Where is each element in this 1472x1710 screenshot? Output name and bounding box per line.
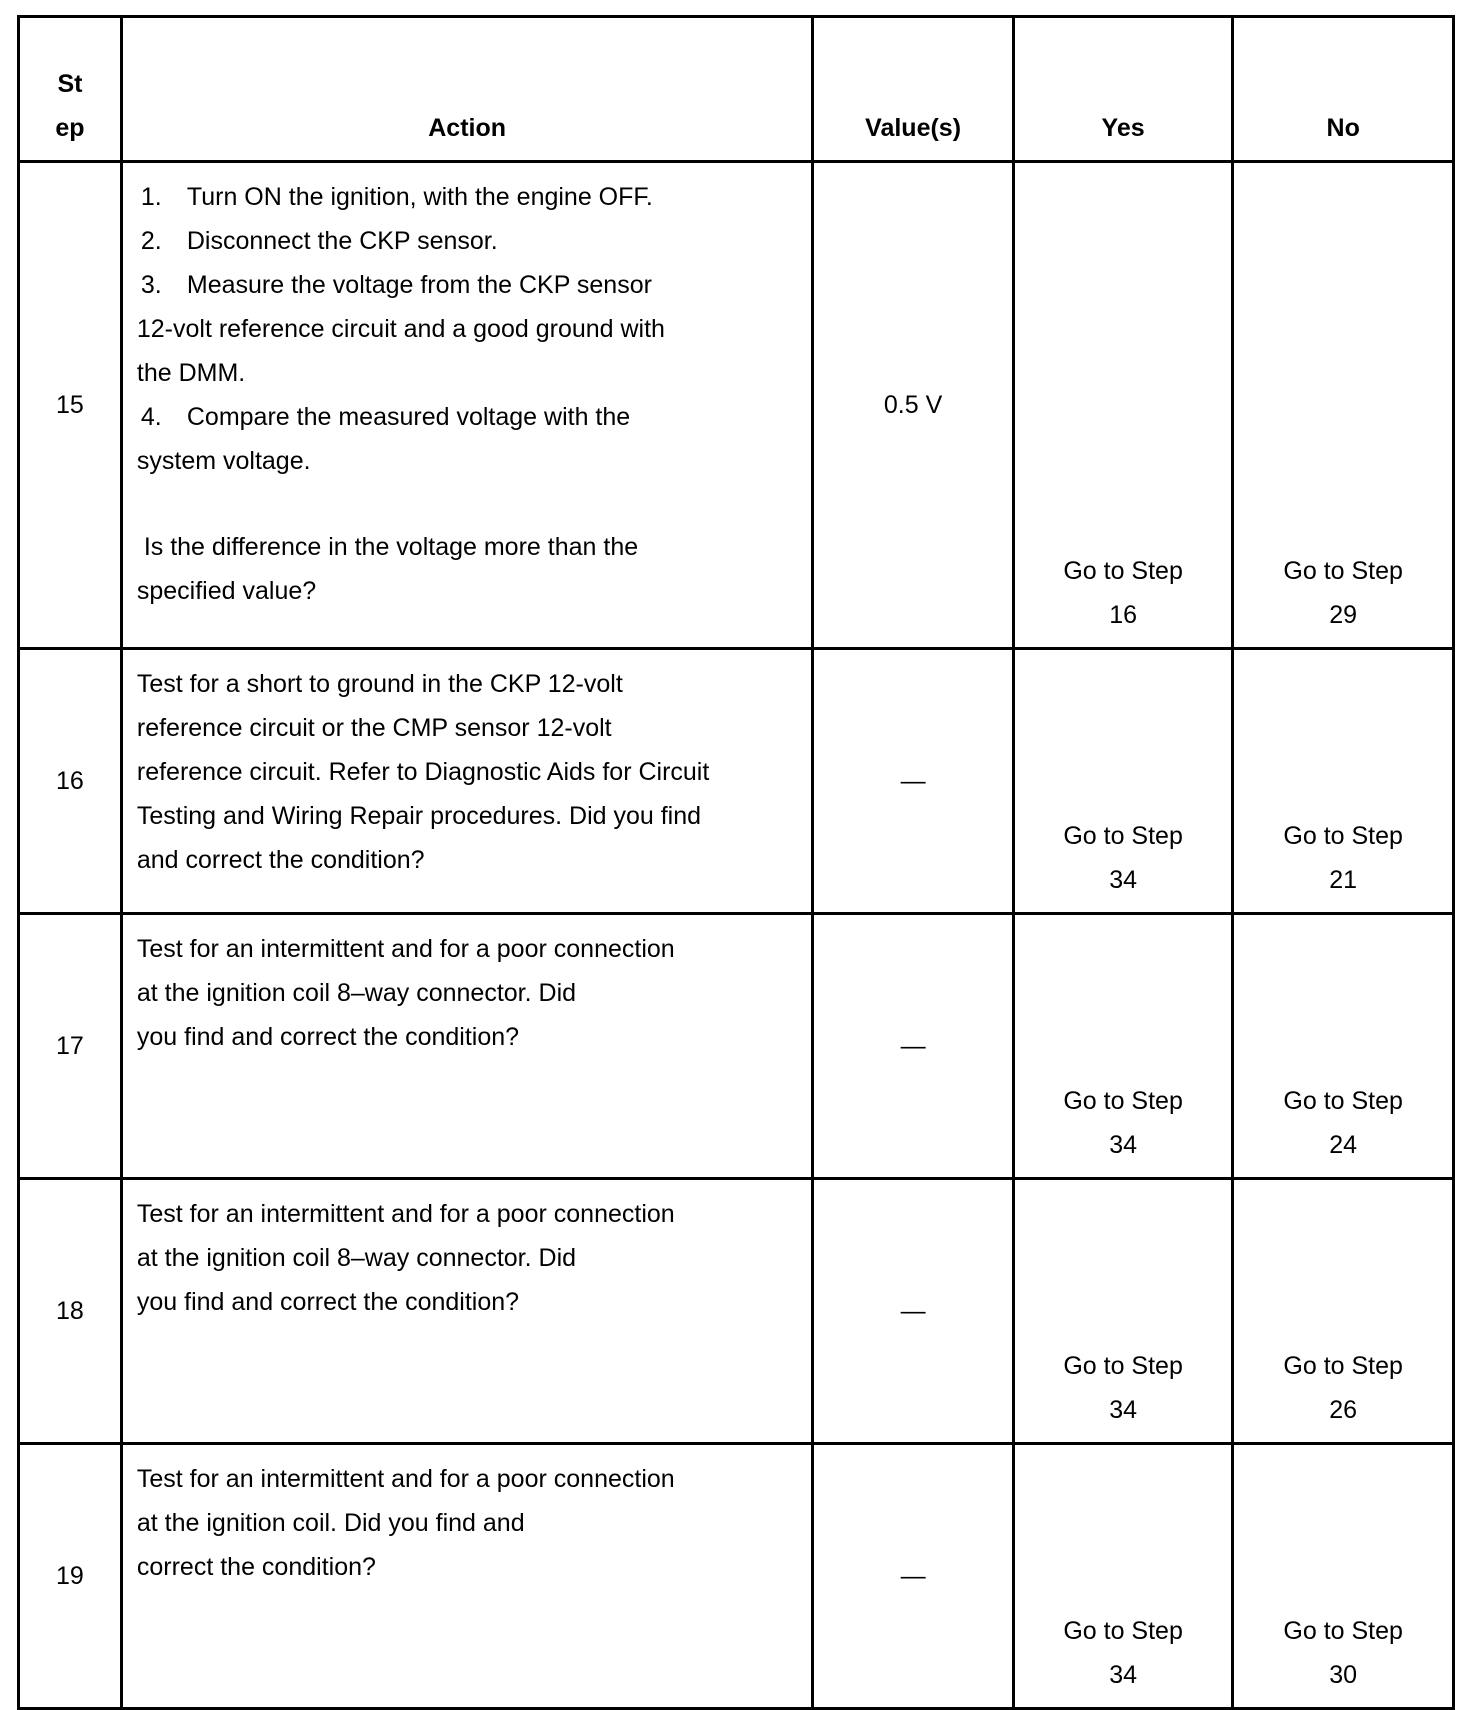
table-row — [19, 649, 1454, 914]
step-cell: 16 — [19, 649, 122, 914]
action-line: Test for an intermittent and for a poor connection — [136, 935, 675, 963]
action-list-item: 4. Compare the measured voltage with the — [140, 403, 631, 431]
no-cell: Go to Step 24 — [1233, 914, 1454, 1179]
action-line: at the ignition coil 8–way connector. Did — [136, 1244, 577, 1272]
action-cell — [121, 914, 813, 1179]
yes-cell: Go to Step 34 — [1013, 1444, 1233, 1709]
action-line: you find and correct the condition? — [136, 1288, 520, 1316]
action-line: 12-volt reference circuit and a good ground with — [136, 315, 665, 343]
action-cell — [121, 1444, 813, 1709]
table-row — [19, 162, 1454, 649]
yes-cell: Go to Step 16 — [1013, 162, 1233, 649]
step-cell: 15 — [19, 162, 122, 649]
yes-cell: Go to Step 34 — [1013, 914, 1233, 1179]
table-row — [19, 1444, 1454, 1709]
yes-header: Yes — [1013, 17, 1233, 162]
no-cell: Go to Step 21 — [1233, 649, 1454, 914]
header-row — [19, 17, 1454, 162]
action-line: you find and correct the condition? — [136, 1023, 520, 1051]
action-line: correct the condition? — [136, 1553, 376, 1581]
step-cell: 18 — [19, 1179, 122, 1444]
action-cell — [121, 1179, 813, 1444]
value-cell: — — [813, 1179, 1013, 1444]
action-line: at the ignition coil. Did you find and — [136, 1509, 525, 1537]
action-header: Action — [121, 17, 813, 162]
no-header: No — [1233, 17, 1454, 162]
table-row — [19, 914, 1454, 1179]
action-line: reference circuit. Refer to Diagnostic Aids for Circuit — [136, 758, 710, 786]
action-line: Test for a short to ground in the CKP 12-volt — [136, 670, 623, 698]
values-header: Value(s) — [813, 17, 1013, 162]
step-header: St ep — [19, 17, 122, 162]
action-line: Test for an intermittent and for a poor connection — [136, 1200, 675, 1228]
action-line: system voltage. — [136, 447, 311, 475]
action-line: Testing and Wiring Repair procedures. Did you find — [136, 802, 702, 830]
no-cell: Go to Step 26 — [1233, 1179, 1454, 1444]
action-question: specified value? — [136, 577, 317, 605]
value-cell: 0.5 V — [813, 162, 1013, 649]
action-line: at the ignition coil 8–way connector. Did — [136, 979, 577, 1007]
value-cell: — — [813, 649, 1013, 914]
value-cell: — — [813, 1444, 1013, 1709]
yes-cell: Go to Step 34 — [1013, 1179, 1233, 1444]
action-list-item: 2. Disconnect the CKP sensor. — [140, 227, 498, 255]
step-cell: 19 — [19, 1444, 122, 1709]
value-cell: — — [813, 914, 1013, 1179]
action-list-item: 1. Turn ON the ignition, with the engine OFF. — [140, 183, 653, 211]
step-cell: 17 — [19, 914, 122, 1179]
action-cell — [121, 162, 813, 649]
no-cell: Go to Step 30 — [1233, 1444, 1454, 1709]
no-cell: Go to Step 29 — [1233, 162, 1454, 649]
table-row — [19, 1179, 1454, 1444]
action-line: reference circuit or the CMP sensor 12-volt — [136, 714, 612, 742]
action-question: Is the difference in the voltage more than the — [136, 533, 639, 561]
action-line: the DMM. — [136, 359, 246, 387]
action-cell — [121, 649, 813, 914]
diagnostic-table — [17, 15, 1455, 1710]
action-line: and correct the condition? — [136, 846, 425, 874]
yes-cell: Go to Step 34 — [1013, 649, 1233, 914]
action-line: Test for an intermittent and for a poor connection — [136, 1465, 675, 1493]
action-list-item: 3. Measure the voltage from the CKP sensor — [140, 271, 652, 299]
